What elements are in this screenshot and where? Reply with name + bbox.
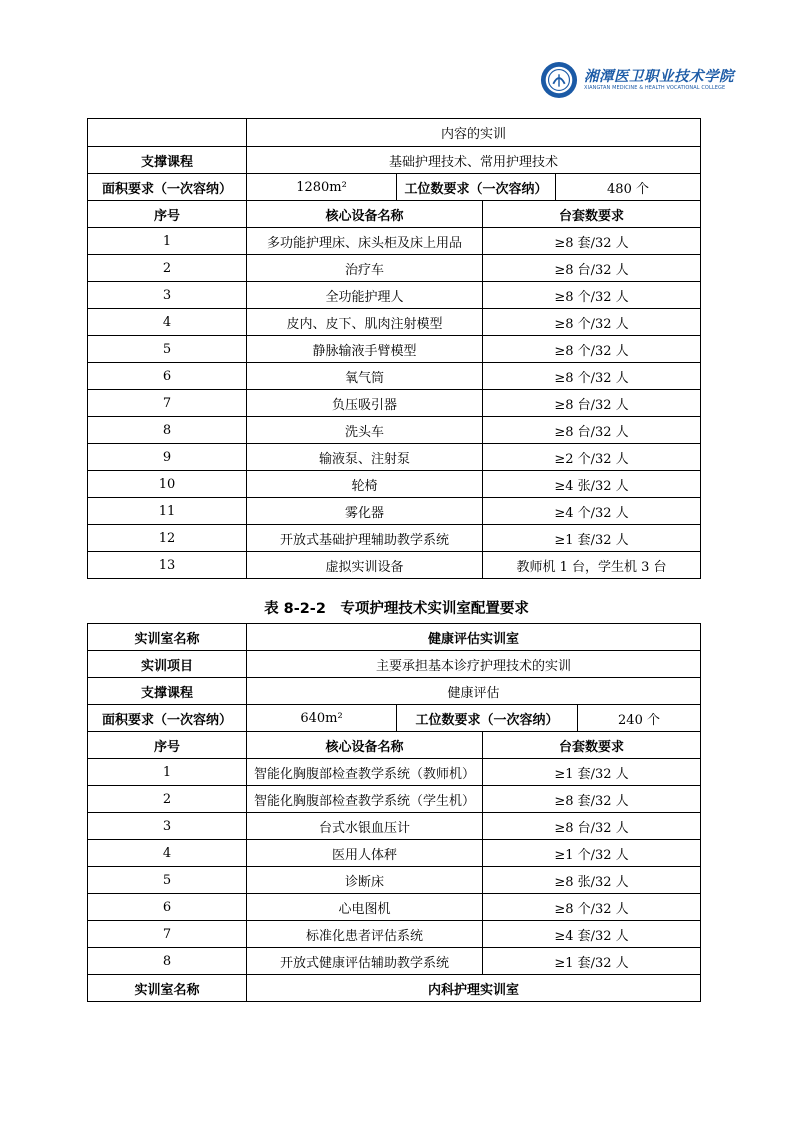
table-cell: 工位数要求（一次容纳） [397,174,556,201]
column-header: 台套数要求 [483,732,701,759]
quantity-requirement: ≥8 个/32 人 [483,282,701,309]
quantity-requirement: ≥1 套/32 人 [483,525,701,552]
table-row [88,813,701,840]
row-number: 1 [88,759,247,786]
quantity-requirement: ≥8 张/32 人 [483,867,701,894]
row-number: 10 [88,471,247,498]
equipment-name: 雾化器 [247,498,483,525]
table-row [88,498,701,525]
equipment-name: 智能化胸腹部检查教学系统（学生机） [247,786,483,813]
table-cell: 实训室名称 [88,975,247,1002]
quantity-requirement: 教师机 1 台，学生机 3 台 [483,552,701,579]
column-header: 核心设备名称 [247,732,483,759]
college-name-cn: 湘潭医卫职业技术学院 [584,68,734,85]
equipment-name: 洗头车 [247,417,483,444]
table-cell: 240 个 [578,705,701,732]
table-row [88,444,701,471]
table-row [88,363,701,390]
row-number: 5 [88,336,247,363]
row-number: 1 [88,228,247,255]
equipment-name: 皮内、皮下、肌肉注射模型 [247,309,483,336]
row-number: 8 [88,417,247,444]
table-row [88,336,701,363]
quantity-requirement: ≥8 个/32 人 [483,894,701,921]
equipment-name: 开放式基础护理辅助教学系统 [247,525,483,552]
quantity-requirement: ≥8 台/32 人 [483,813,701,840]
equipment-name: 虚拟实训设备 [247,552,483,579]
table-row [88,921,701,948]
table-cell: 内科护理实训室 [247,975,701,1002]
equipment-name: 负压吸引器 [247,390,483,417]
table-cell: 健康评估实训室 [247,624,701,651]
quantity-requirement: ≥2 个/32 人 [483,444,701,471]
equipment-name: 多功能护理床、床头柜及床上用品 [247,228,483,255]
row-number: 6 [88,894,247,921]
equipment-name: 输液泵、注射泵 [247,444,483,471]
table-cell: 1280m² [247,174,397,201]
row-number: 7 [88,390,247,417]
equipment-name: 台式水银血压计 [247,813,483,840]
row-number: 13 [88,552,247,579]
quantity-requirement: ≥8 台/32 人 [483,255,701,282]
college-name-en: XIANGTAN MEDICINE & HEALTH VOCATIONAL COLLEGE [584,85,726,91]
row-number: 9 [88,444,247,471]
quantity-requirement: ≥8 套/32 人 [483,228,701,255]
table-row [88,525,701,552]
row-number: 8 [88,948,247,975]
quantity-requirement: ≥4 套/32 人 [483,921,701,948]
row-number: 6 [88,363,247,390]
table-row [88,786,701,813]
health-assessment-lab-table [87,623,701,1002]
equipment-name: 诊断床 [247,867,483,894]
equipment-name: 静脉输液手臂模型 [247,336,483,363]
college-logo [540,61,734,99]
table-cell: 主要承担基本诊疗护理技术的实训 [247,651,701,678]
table-row [88,228,701,255]
nursing-lab-table-continued [87,118,701,579]
quantity-requirement: ≥4 个/32 人 [483,498,701,525]
quantity-requirement: ≥8 个/32 人 [483,363,701,390]
table-row [88,867,701,894]
quantity-requirement: ≥8 台/32 人 [483,390,701,417]
table-row [88,471,701,498]
column-header: 序号 [88,201,247,228]
table-cell: 实训室名称 [88,624,247,651]
table-cell: 内容的实训 [247,119,701,147]
table-cell: 支撑课程 [88,678,247,705]
quantity-requirement: ≥1 个/32 人 [483,840,701,867]
quantity-requirement: ≥1 套/32 人 [483,948,701,975]
equipment-name: 治疗车 [247,255,483,282]
row-number: 11 [88,498,247,525]
row-number: 3 [88,282,247,309]
table-cell [88,119,247,147]
column-header: 台套数要求 [483,201,701,228]
equipment-name: 轮椅 [247,471,483,498]
table-cell: 支撑课程 [88,147,247,174]
table-cell: 面积要求（一次容纳） [88,705,247,732]
equipment-name: 开放式健康评估辅助教学系统 [247,948,483,975]
table-row [88,309,701,336]
equipment-name: 智能化胸腹部检查教学系统（教师机） [247,759,483,786]
quantity-requirement: ≥4 张/32 人 [483,471,701,498]
equipment-name: 标准化患者评估系统 [247,921,483,948]
row-number: 2 [88,786,247,813]
table-row [88,552,701,579]
college-seal-icon [540,61,578,99]
table-cell: 基础护理技术、常用护理技术 [247,147,701,174]
table-cell: 工位数要求（一次容纳） [397,705,578,732]
quantity-requirement: ≥1 套/32 人 [483,759,701,786]
quantity-requirement: ≥8 套/32 人 [483,786,701,813]
quantity-requirement: ≥8 个/32 人 [483,309,701,336]
equipment-name: 全功能护理人 [247,282,483,309]
table-cell: 实训项目 [88,651,247,678]
equipment-name: 医用人体秤 [247,840,483,867]
table-row [88,759,701,786]
row-number: 4 [88,840,247,867]
column-header: 核心设备名称 [247,201,483,228]
equipment-name: 氧气筒 [247,363,483,390]
quantity-requirement: ≥8 个/32 人 [483,336,701,363]
table-cell: 640m² [247,705,397,732]
table-row [88,282,701,309]
table-cell: 480 个 [556,174,701,201]
row-number: 5 [88,867,247,894]
row-number: 2 [88,255,247,282]
table-row [88,840,701,867]
row-number: 12 [88,525,247,552]
table-row [88,390,701,417]
table-cell: 健康评估 [247,678,701,705]
row-number: 7 [88,921,247,948]
table-row [88,417,701,444]
column-header: 序号 [88,732,247,759]
row-number: 4 [88,309,247,336]
table-row [88,255,701,282]
table-cell: 面积要求（一次容纳） [88,174,247,201]
table-row [88,948,701,975]
table-row [88,894,701,921]
table-caption: 表 8-2-2 专项护理技术实训室配置要求 [264,601,529,617]
equipment-name: 心电图机 [247,894,483,921]
row-number: 3 [88,813,247,840]
quantity-requirement: ≥8 台/32 人 [483,417,701,444]
